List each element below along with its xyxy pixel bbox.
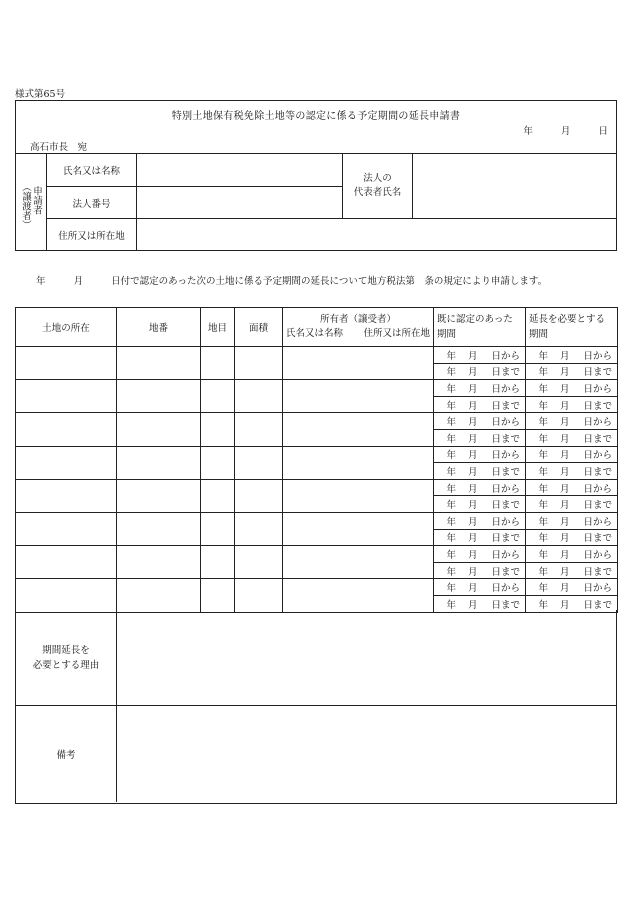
approved-from-cell[interactable] <box>434 546 526 563</box>
period-day: 日まで <box>583 466 612 478</box>
period-year: 年 <box>446 417 456 429</box>
extension-from-cell[interactable] <box>526 380 618 397</box>
period-day: 日まで <box>491 433 520 445</box>
location-cell[interactable] <box>16 446 117 479</box>
period-year: 年 <box>538 566 548 578</box>
table-row <box>16 512 618 529</box>
period-month: 月 <box>559 500 570 512</box>
owner-cell[interactable] <box>283 579 434 612</box>
owner-cell[interactable] <box>283 413 434 446</box>
application-date <box>523 123 608 137</box>
period-year: 年 <box>538 483 548 495</box>
period-year: 年 <box>538 433 548 445</box>
approved-from-cell[interactable] <box>434 446 526 463</box>
statement-text: 日付で認定のあった次の土地に係る予定期間の延長について地方税法第 条の規定により申請します。 <box>111 276 548 287</box>
period-day: 日まで <box>491 533 520 545</box>
table-header-row <box>16 308 618 347</box>
address-field[interactable] <box>137 219 616 251</box>
period-month: 月 <box>467 583 478 595</box>
location-cell[interactable] <box>16 380 117 413</box>
approved-to-cell[interactable] <box>434 529 526 546</box>
land-table <box>15 307 618 613</box>
period-day: 日まで <box>583 599 612 611</box>
period-year: 年 <box>446 350 456 362</box>
period-month: 月 <box>559 367 570 379</box>
corp-number-field[interactable] <box>137 187 343 219</box>
area-header: 面積 <box>235 308 283 347</box>
extension-to-cell[interactable] <box>526 463 618 480</box>
period-year: 年 <box>446 383 456 395</box>
owner-cell[interactable] <box>283 512 434 545</box>
statement-month: 月 <box>73 276 84 287</box>
period-day: 日まで <box>491 599 520 611</box>
extension-to-cell[interactable] <box>526 363 618 380</box>
period-year: 年 <box>538 350 548 362</box>
period-year: 年 <box>446 566 456 578</box>
reason-notes-box <box>15 610 617 804</box>
approved-from-cell[interactable] <box>434 347 526 364</box>
period-day: 日から <box>583 450 612 462</box>
representative-label-line1: 法人の <box>363 173 392 184</box>
period-year: 年 <box>446 367 456 379</box>
extension-to-cell[interactable] <box>526 496 618 513</box>
location-cell[interactable] <box>16 347 117 380</box>
period-month: 月 <box>467 417 478 429</box>
owner-header <box>283 308 434 347</box>
period-month: 月 <box>559 383 570 395</box>
period-year: 年 <box>446 466 456 478</box>
approved-from-cell[interactable] <box>434 579 526 596</box>
area-cell[interactable] <box>235 446 283 479</box>
lot-number-cell[interactable] <box>117 479 201 512</box>
extension-from-cell[interactable] <box>526 413 618 430</box>
period-year: 年 <box>446 400 456 412</box>
reason-label-line1: 期間延長を <box>42 644 90 656</box>
land-table-body <box>16 347 618 613</box>
period-year: 年 <box>538 599 548 611</box>
period-year: 年 <box>538 400 548 412</box>
lot-number-cell[interactable] <box>117 446 201 479</box>
period-month: 月 <box>467 566 478 578</box>
period-month: 月 <box>467 483 478 495</box>
extension-to-cell[interactable] <box>526 429 618 446</box>
period-year: 年 <box>538 367 548 379</box>
period-month: 月 <box>559 483 570 495</box>
header-box <box>15 100 617 251</box>
extension-from-cell[interactable] <box>526 512 618 529</box>
period-year: 年 <box>446 516 456 528</box>
period-year: 年 <box>446 450 456 462</box>
lot-number-cell[interactable] <box>117 347 201 380</box>
period-day: 日まで <box>491 367 520 379</box>
period-month: 月 <box>467 500 478 512</box>
period-day: 日から <box>583 516 612 528</box>
period-day: 日まで <box>491 566 520 578</box>
representative-field[interactable] <box>413 154 616 219</box>
notes-field[interactable] <box>117 706 616 802</box>
representative-label <box>343 154 413 219</box>
addressee: 高石市長 宛 <box>30 142 88 153</box>
form-number: 様式第65号 <box>15 89 66 100</box>
period-month: 月 <box>559 566 570 578</box>
period-year: 年 <box>446 549 456 561</box>
lot-number-cell[interactable] <box>117 546 201 579</box>
document-title: 特別土地保有税免除土地等の認定に係る予定期間の延長申請書 <box>171 111 461 122</box>
representative-label-line2: 代表者氏名 <box>353 187 402 198</box>
period-year: 年 <box>538 466 548 478</box>
extension-period-header-line1: 延長を必要とする <box>529 314 606 325</box>
owner-cell[interactable] <box>283 380 434 413</box>
period-year: 年 <box>538 450 548 462</box>
period-month: 月 <box>559 433 570 445</box>
period-day: 日まで <box>583 500 612 512</box>
approved-period-header <box>434 308 526 347</box>
lot-number-cell[interactable] <box>117 579 201 612</box>
extension-from-cell[interactable] <box>526 546 618 563</box>
notes-label: 備考 <box>16 706 117 802</box>
period-day: 日から <box>583 350 612 362</box>
period-month: 月 <box>559 549 570 561</box>
period-year: 年 <box>538 583 548 595</box>
extension-from-cell[interactable] <box>526 446 618 463</box>
period-day: 日まで <box>583 533 612 545</box>
period-day: 日まで <box>583 566 612 578</box>
lot-number-cell[interactable] <box>117 413 201 446</box>
land-category-header: 地目 <box>201 308 235 347</box>
period-month: 月 <box>559 466 570 478</box>
period-day: 日まで <box>583 400 612 412</box>
period-month: 月 <box>467 466 478 478</box>
reason-label-line2: 必要とする理由 <box>32 659 100 671</box>
period-month: 月 <box>467 533 478 545</box>
extension-to-cell[interactable] <box>526 562 618 579</box>
period-month: 月 <box>467 599 478 611</box>
approved-to-cell[interactable] <box>434 363 526 380</box>
name-field[interactable] <box>137 154 343 187</box>
period-month: 月 <box>559 400 570 412</box>
period-year: 年 <box>446 583 456 595</box>
approved-to-cell[interactable] <box>434 463 526 480</box>
period-year: 年 <box>446 599 456 611</box>
period-day: 日から <box>491 350 520 362</box>
owner-cell[interactable] <box>283 546 434 579</box>
approved-from-cell[interactable] <box>434 479 526 496</box>
location-header: 土地の所在 <box>16 308 117 347</box>
table-row <box>16 446 618 463</box>
location-cell[interactable] <box>16 546 117 579</box>
period-month: 月 <box>559 533 570 545</box>
period-day: 日まで <box>583 367 612 379</box>
applicant-side-label <box>16 154 47 251</box>
location-cell[interactable] <box>16 479 117 512</box>
period-month: 月 <box>467 450 478 462</box>
table-row <box>16 413 618 430</box>
statement-year: 年 <box>36 276 46 287</box>
area-cell[interactable] <box>235 413 283 446</box>
land-category-cell[interactable] <box>201 413 235 446</box>
owner-cell[interactable] <box>283 479 434 512</box>
approved-from-cell[interactable] <box>434 512 526 529</box>
area-cell[interactable] <box>235 546 283 579</box>
period-month: 月 <box>559 516 570 528</box>
period-day: 日まで <box>491 466 520 478</box>
period-year: 年 <box>538 549 548 561</box>
owner-cell[interactable] <box>283 446 434 479</box>
period-month: 月 <box>467 400 478 412</box>
approved-to-cell[interactable] <box>434 496 526 513</box>
period-year: 年 <box>538 516 548 528</box>
location-cell[interactable] <box>16 512 117 545</box>
lot-number-cell[interactable] <box>117 512 201 545</box>
approved-to-cell[interactable] <box>434 396 526 413</box>
owner-name-header: 氏名又は名称 <box>286 328 344 339</box>
date-day: 日 <box>598 126 608 137</box>
period-month: 月 <box>559 417 570 429</box>
owner-address-header: 住所又は所在地 <box>363 328 430 339</box>
period-day: 日から <box>491 417 520 429</box>
period-day: 日まで <box>583 433 612 445</box>
reason-label <box>16 610 117 706</box>
period-month: 月 <box>559 583 570 595</box>
period-day: 日から <box>491 383 520 395</box>
transferor-label: （譲渡者） <box>20 182 31 230</box>
approved-to-cell[interactable] <box>434 562 526 579</box>
approved-to-cell[interactable] <box>434 429 526 446</box>
lot-number-header: 地番 <box>117 308 201 347</box>
period-day: 日から <box>491 483 520 495</box>
period-day: 日から <box>583 483 612 495</box>
period-month: 月 <box>467 383 478 395</box>
lot-number-cell[interactable] <box>117 380 201 413</box>
applicant-label: 申請者 <box>31 186 42 215</box>
address-label: 住所又は所在地 <box>47 219 137 251</box>
period-day: 日から <box>491 583 520 595</box>
approved-from-cell[interactable] <box>434 413 526 430</box>
table-row <box>16 347 618 364</box>
reason-field[interactable] <box>117 610 616 706</box>
area-cell[interactable] <box>235 380 283 413</box>
period-day: 日から <box>491 516 520 528</box>
applicant-section <box>16 153 616 250</box>
period-year: 年 <box>538 533 548 545</box>
period-day: 日から <box>583 417 612 429</box>
land-category-cell[interactable] <box>201 347 235 380</box>
period-year: 年 <box>446 433 456 445</box>
period-month: 月 <box>559 350 570 362</box>
period-month: 月 <box>467 367 478 379</box>
land-category-cell[interactable] <box>201 380 235 413</box>
period-year: 年 <box>446 483 456 495</box>
period-year: 年 <box>538 500 548 512</box>
owner-header-title: 所有者（譲受者） <box>319 314 396 325</box>
extension-from-cell[interactable] <box>526 479 618 496</box>
land-category-cell[interactable] <box>201 546 235 579</box>
extension-to-cell[interactable] <box>526 529 618 546</box>
extension-from-cell[interactable] <box>526 579 618 596</box>
area-cell[interactable] <box>235 579 283 612</box>
application-statement <box>36 273 547 287</box>
date-month: 月 <box>560 126 571 137</box>
period-month: 月 <box>467 350 478 362</box>
corp-number-label: 法人番号 <box>47 187 137 219</box>
date-year: 年 <box>523 126 533 137</box>
area-cell[interactable] <box>235 479 283 512</box>
location-cell[interactable] <box>16 579 117 612</box>
location-cell[interactable] <box>16 413 117 446</box>
period-month: 月 <box>559 599 570 611</box>
period-month: 月 <box>467 549 478 561</box>
area-cell[interactable] <box>235 347 283 380</box>
approved-from-cell[interactable] <box>434 380 526 397</box>
period-month: 月 <box>467 433 478 445</box>
period-day: 日から <box>583 383 612 395</box>
land-category-cell[interactable] <box>201 479 235 512</box>
name-label: 氏名又は名称 <box>47 154 137 187</box>
period-year: 年 <box>538 417 548 429</box>
table-row <box>16 546 618 563</box>
extension-from-cell[interactable] <box>526 347 618 364</box>
extension-to-cell[interactable] <box>526 396 618 413</box>
extension-period-header <box>526 308 618 347</box>
period-year: 年 <box>446 533 456 545</box>
period-month: 月 <box>467 516 478 528</box>
table-row <box>16 380 618 397</box>
owner-cell[interactable] <box>283 347 434 380</box>
period-day: 日から <box>583 549 612 561</box>
period-year: 年 <box>538 383 548 395</box>
period-month: 月 <box>559 450 570 462</box>
extension-period-header-line2: 期間 <box>529 329 549 340</box>
period-year: 年 <box>446 500 456 512</box>
period-day: 日まで <box>491 500 520 512</box>
period-day: 日まで <box>491 400 520 412</box>
table-row <box>16 579 618 596</box>
period-day: 日から <box>491 450 520 462</box>
land-category-cell[interactable] <box>201 446 235 479</box>
approved-period-header-line1: 既に認定のあった <box>437 314 513 325</box>
area-cell[interactable] <box>235 512 283 545</box>
period-day: 日から <box>491 549 520 561</box>
table-row <box>16 479 618 496</box>
land-category-cell[interactable] <box>201 512 235 545</box>
approved-period-header-line2: 期間 <box>437 329 457 340</box>
land-category-cell[interactable] <box>201 579 235 612</box>
period-day: 日から <box>583 583 612 595</box>
